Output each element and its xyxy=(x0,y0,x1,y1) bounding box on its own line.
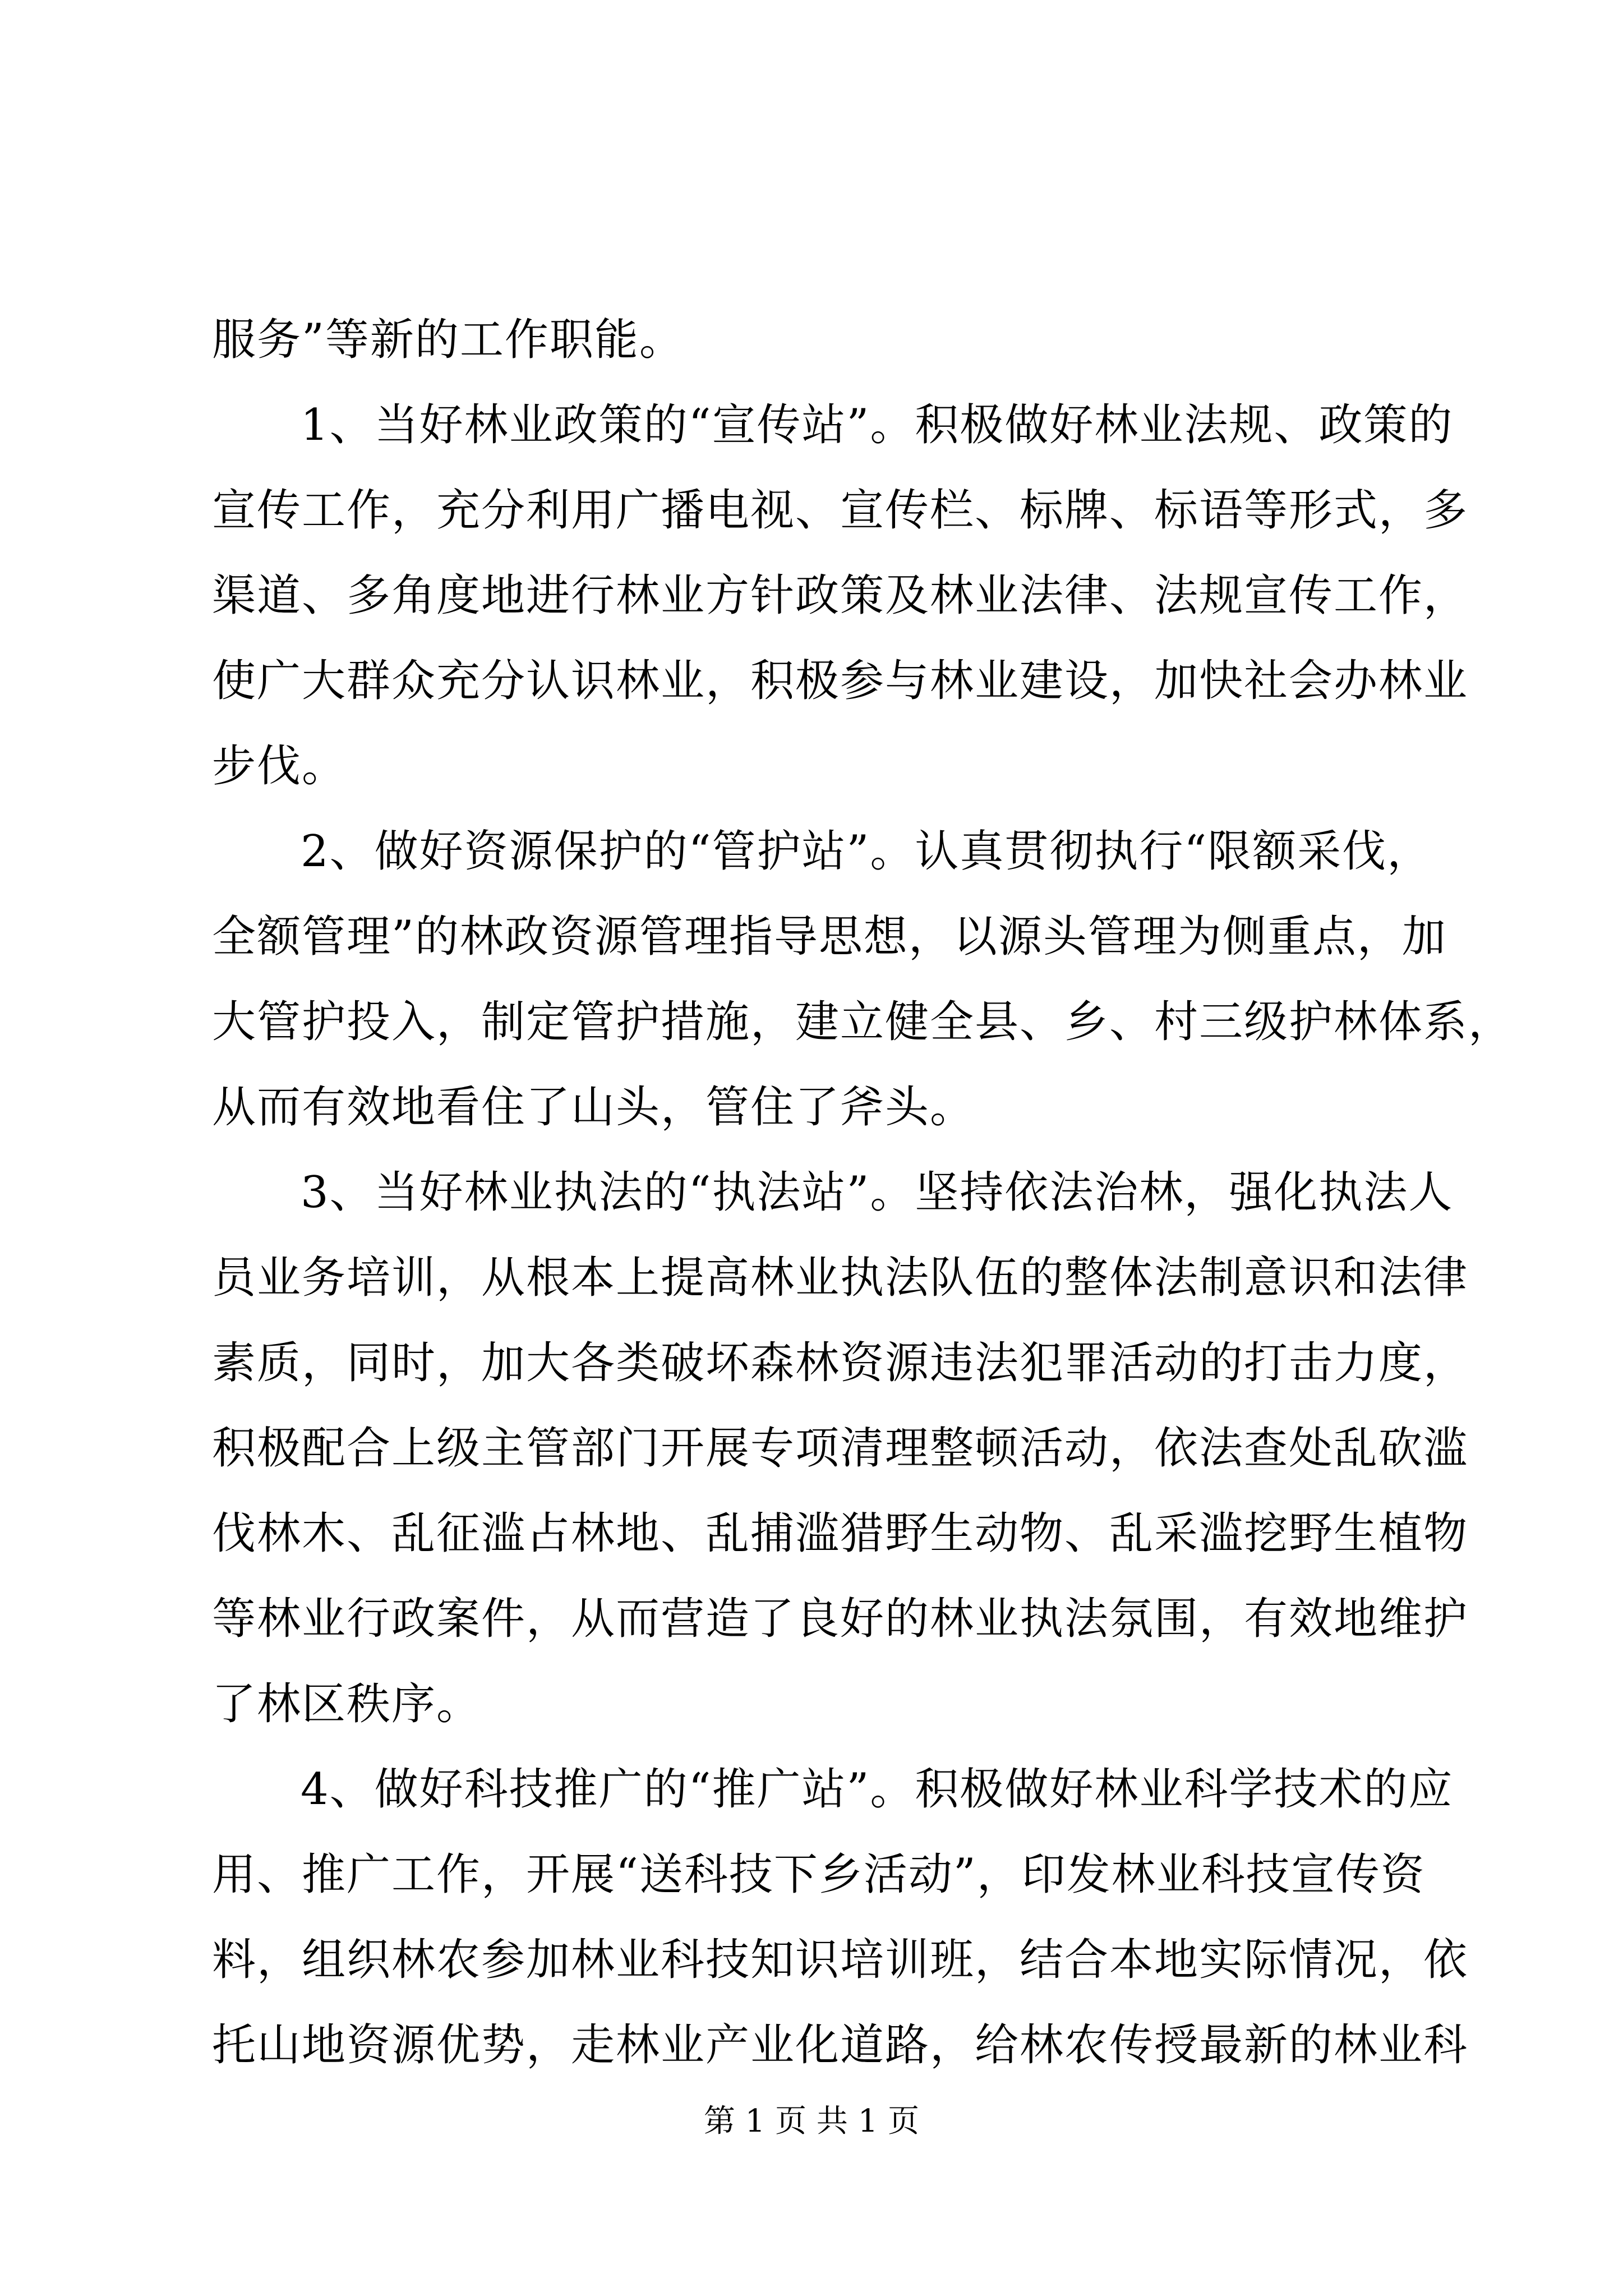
text-line: 大管护投入，制定管护措施，建立健全县、乡、村三级护林体系， xyxy=(212,997,1514,1047)
text-line: 料，组织林农参加林业科技知识培训班，结合本地实际情况，依 xyxy=(212,1935,1469,1985)
text-line: 1、当好林业政策的“宣传站”。积极做好林业法规、政策的 xyxy=(301,400,1454,450)
text-line: 全额管理”的林政资源管理指导思想，以源头管理为侧重点，加 xyxy=(212,912,1447,962)
text-line: 2、做好资源保护的“管护站”。认真贯彻执行“限额采伐， xyxy=(301,826,1432,877)
page-footer: 第 1 页 共 1 页 xyxy=(703,2103,920,2139)
text-line: 使广大群众充分认识林业，积极参与林业建设，加快社会办林业 xyxy=(212,656,1469,706)
text-line: 渠道、多角度地进行林业方针政策及林业法律、法规宣传工作， xyxy=(212,570,1469,621)
text-line: 积极配合上级主管部门开展专项清理整顿活动，依法查处乱砍滥 xyxy=(212,1423,1469,1474)
text-line: 托山地资源优势，走林业产业化道路，给林农传授最新的林业科 xyxy=(212,2020,1469,2070)
text-line: 伐林木、乱征滥占林地、乱捕滥猎野生动物、乱采滥挖野生植物 xyxy=(212,1508,1469,1559)
text-line: 服务”等新的工作职能。 xyxy=(212,315,684,365)
text-line: 员业务培训，从根本上提高林业执法队伍的整体法制意识和法律 xyxy=(212,1253,1469,1303)
text-line: 宣传工作，充分利用广播电视、宣传栏、标牌、标语等形式，多 xyxy=(212,485,1469,536)
text-line: 3、当好林业执法的“执法站”。坚持依法治林，强化执法人 xyxy=(301,1167,1454,1218)
text-line: 从而有效地看住了山头，管住了斧头。 xyxy=(212,1082,975,1133)
text-line: 等林业行政案件，从而营造了良好的林业执法氛围，有效地维护 xyxy=(212,1594,1469,1644)
text-line: 素质，同时，加大各类破坏森林资源违法犯罪活动的打击力度， xyxy=(212,1338,1469,1388)
text-line: 了林区秩序。 xyxy=(212,1679,482,1729)
text-line: 4、做好科技推广的“推广站”。积极做好林业科学技术的应 xyxy=(301,1764,1454,1815)
text-line: 步伐。 xyxy=(212,741,347,792)
text-line: 用、推广工作，开展“送科技下乡活动”，印发林业科技宣传资 xyxy=(212,1849,1426,1900)
body-text xyxy=(212,297,1514,2088)
